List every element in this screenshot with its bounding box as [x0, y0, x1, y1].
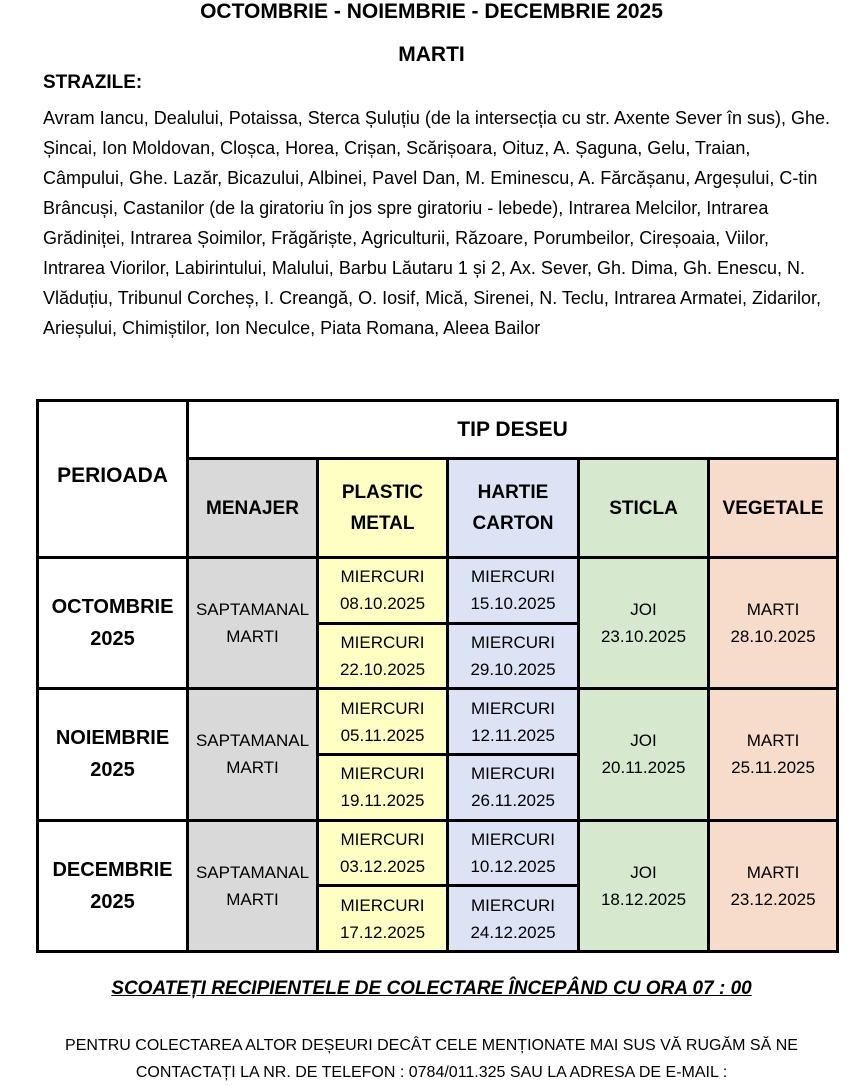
vegetale-cell: MARTI 25.11.2025 — [709, 689, 838, 820]
sticla-cell: JOI 23.10.2025 — [579, 558, 709, 689]
month-cell: NOIEMBRIE 2025 — [38, 689, 188, 820]
collection-day-title: MARTI — [398, 43, 465, 66]
table-row — [38, 820, 838, 886]
hartie-cell: MIERCURI 26.11.2025 — [448, 754, 579, 820]
menajer-cell: SAPTAMANAL MARTI — [188, 558, 318, 689]
hartie-cell: MIERCURI 29.10.2025 — [448, 623, 579, 689]
collection-schedule-table — [36, 399, 839, 953]
category-menajer: MENAJER — [188, 459, 318, 558]
category-hartie-carton: HARTIE CARTON — [448, 459, 579, 558]
plastic-cell: MIERCURI 08.10.2025 — [318, 558, 448, 624]
sticla-cell: JOI 20.11.2025 — [579, 689, 709, 820]
hartie-cell: MIERCURI 10.12.2025 — [448, 820, 579, 886]
plastic-cell: MIERCURI 17.12.2025 — [318, 886, 448, 952]
period-header: PERIOADA — [38, 401, 188, 558]
vegetale-cell: MARTI 23.12.2025 — [709, 820, 838, 951]
category-sticla: STICLA — [579, 459, 709, 558]
page-title: OCTOMBRIE - NOIEMBRIE - DECEMBRIE 2025 — [200, 0, 663, 23]
contact-info — [0, 1032, 863, 1086]
table-row — [38, 689, 838, 755]
streets-label: STRAZILE: — [43, 72, 143, 93]
menajer-cell: SAPTAMANAL MARTI — [188, 820, 318, 951]
streets-list: Avram Iancu, Dealului, Potaissa, Sterca Șuluțiu (de la intersecția cu str. Axente Sever în sus), Ghe. Șincai, Ion Moldovan, Cloșca, Horea, Crișan, Scărișoara, Oituz, A. Șaguna, Gelu, Traian, Câmpului, Ghe. Lazăr, Bicazului, Albinei, Pavel Dan, M. Eminescu, A. Fărcășanu, Argeșului, C-tin Brâncuși, Castanilor (de la giratoriu în jos spre giratoriu - lebede), Intrarea Melcilor, Intrarea Grădiniței, Intrarea Șoimilor, Frăgăriște, Agriculturii, Răzoare, Porumbeilor, Cireșoaia, Viilor, Intrarea Viorilor, Labirintului, Malului, Barbu Lăutaru 1 și 2, Ax. Sever, Gh. Dima, Gh. Enescu, N. Vlăduțiu, Tribunul Corcheș, I. Creangă, O. Iosif, Mică, Sirenei, N. Teclu, Intrarea Armatei, Zidarilor, Arieșului, Chimiștilor, Ion Neculce, Piata Romana, Aleea Bailor — [43, 108, 831, 338]
category-plastic-metal: PLASTIC METAL — [318, 459, 448, 558]
sticla-cell: JOI 18.12.2025 — [579, 820, 709, 951]
month-cell: OCTOMBRIE 2025 — [38, 558, 188, 689]
hartie-cell: MIERCURI 24.12.2025 — [448, 886, 579, 952]
plastic-cell: MIERCURI 19.11.2025 — [318, 754, 448, 820]
contact-line: PENTRU COLECTAREA ALTOR DEȘEURI DECÂT CELE MENȚIONATE MAI SUS VĂ RUGĂM SĂ NE — [65, 1037, 798, 1054]
waste-type-header: TIP DESEU — [188, 401, 838, 459]
category-vegetale: VEGETALE — [709, 459, 838, 558]
hartie-cell: MIERCURI 12.11.2025 — [448, 689, 579, 755]
plastic-cell: MIERCURI 22.10.2025 — [318, 623, 448, 689]
plastic-cell: MIERCURI 05.11.2025 — [318, 689, 448, 755]
table-row — [38, 558, 838, 624]
month-cell: DECEMBRIE 2025 — [38, 820, 188, 951]
collection-time-notice: SCOATEȚI RECIPIENTELE DE COLECTARE ÎNCEPÂND CU ORA 07 : 00 — [111, 978, 752, 999]
plastic-cell: MIERCURI 03.12.2025 — [318, 820, 448, 886]
menajer-cell: SAPTAMANAL MARTI — [188, 689, 318, 820]
vegetale-cell: MARTI 28.10.2025 — [709, 558, 838, 689]
hartie-cell: MIERCURI 15.10.2025 — [448, 558, 579, 624]
contact-line: CONTACTAȚI LA NR. DE TELEFON : 0784/011.325 SAU LA ADRESA DE E-MAIL : — [135, 1064, 728, 1081]
